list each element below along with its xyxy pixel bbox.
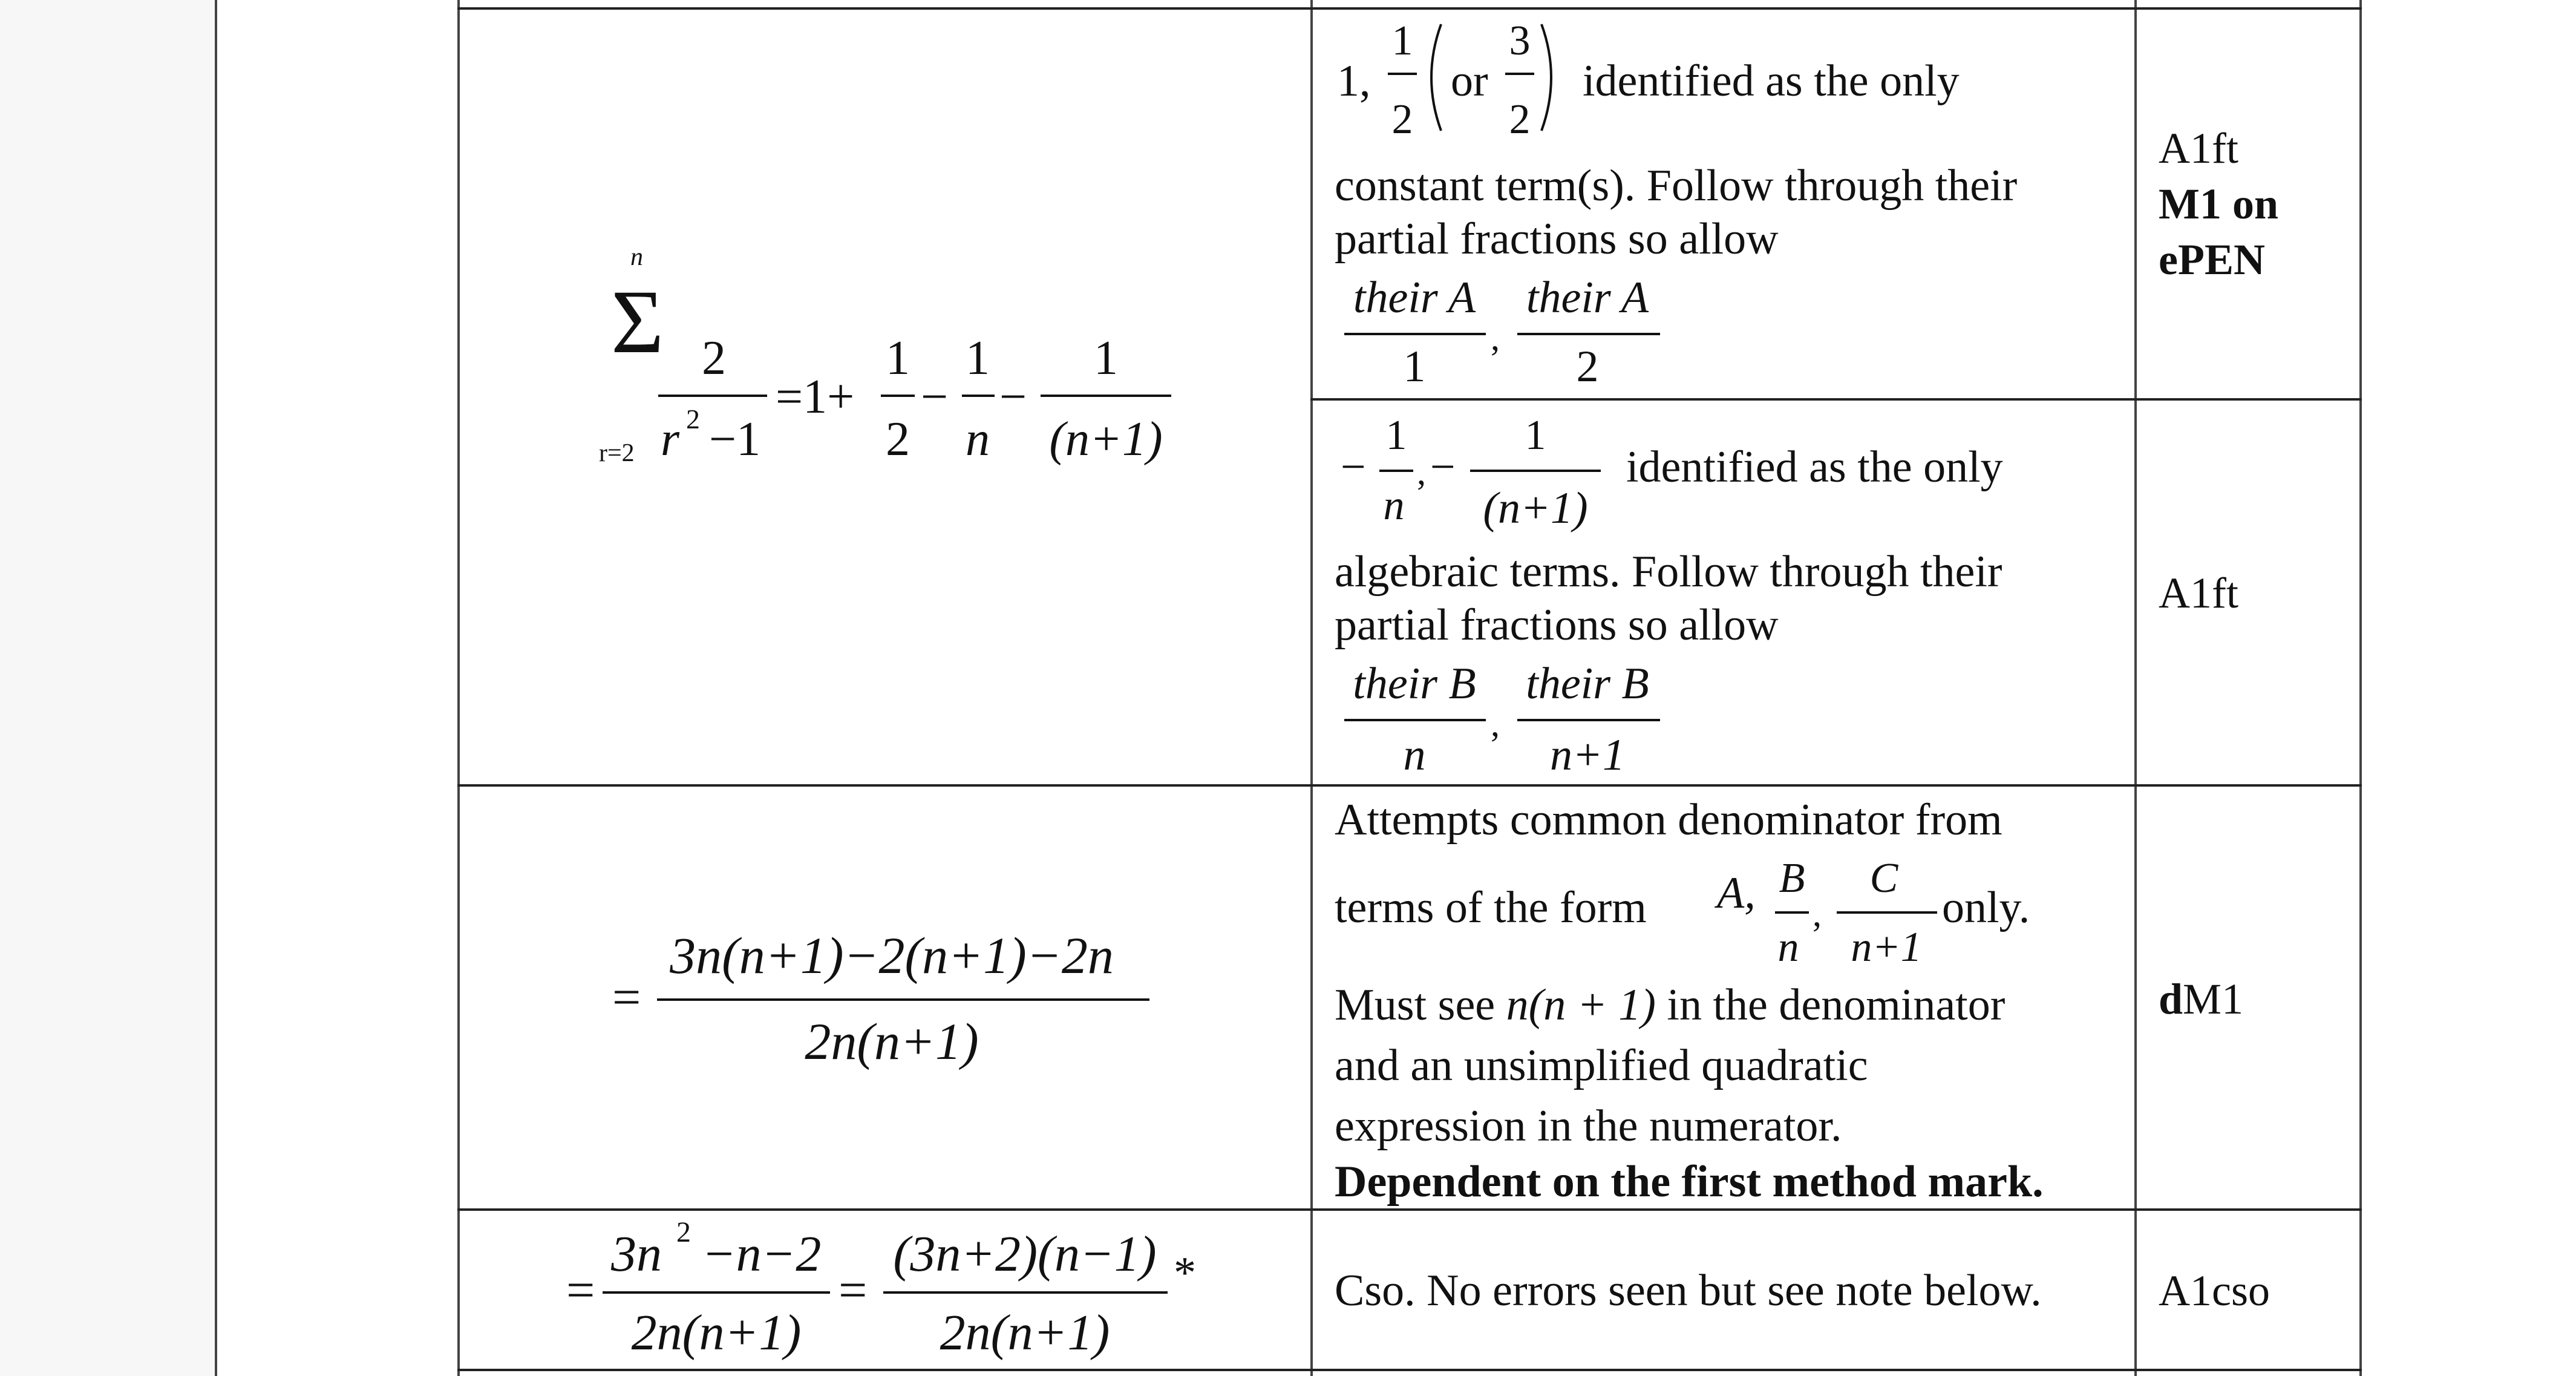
- algebraic-tail: identified as the only: [1626, 442, 2003, 492]
- row1a-mark-epen: ePEN: [2159, 235, 2265, 284]
- row1a-guidance-line2: partial fractions so allow: [1335, 214, 1779, 264]
- row2-working: [612, 926, 1149, 1070]
- half-den: 2: [1391, 96, 1413, 143]
- sum-denominator-tail: −1: [709, 413, 761, 466]
- row3-num1-main: 3n: [611, 1226, 662, 1282]
- their-a-den-2: 2: [1576, 342, 1599, 392]
- their-b-num-1: their B: [1353, 659, 1476, 709]
- row1a-guidance-line1: constant term(s). Follow through their: [1335, 161, 2018, 211]
- f2-den: (n+1): [1483, 483, 1588, 533]
- row2-numerator: 3n(n+1)−2(n+1)−2n: [670, 926, 1114, 984]
- row3-den1: 2n(n+1): [631, 1305, 802, 1361]
- f-comma: ,: [1417, 452, 1426, 492]
- row3-guidance: Cso. No errors seen but see note below.: [1335, 1266, 2042, 1315]
- form-B-den: n: [1777, 924, 1799, 971]
- row3-num1-exp: 2: [676, 1216, 691, 1248]
- constant-tail: identified as the only: [1583, 56, 1960, 106]
- rhs-frac1-num: 1: [886, 332, 910, 385]
- row3-den2: 2n(n+1): [940, 1305, 1110, 1361]
- row2-guidance-line3: [1335, 978, 2005, 1032]
- left-paren: [1431, 24, 1441, 131]
- row2-guidance-line2-pre: terms of the form: [1335, 883, 1647, 932]
- row2-mark: [2159, 972, 2243, 1026]
- sum-denominator-base: r: [661, 413, 680, 466]
- their-b-den-2: n+1: [1550, 730, 1625, 780]
- row2-guidance-line6: Dependent on the first method mark.: [1335, 1157, 2044, 1207]
- their-b-num-2: their B: [1526, 659, 1649, 709]
- row2-mark-rest: M1: [2183, 975, 2244, 1023]
- neg-sign-2: −: [1430, 442, 1456, 492]
- row2-guidance-line5: expression in the numerator.: [1335, 1101, 1842, 1151]
- row2-guidance-line3-pre: Must see: [1335, 980, 1506, 1030]
- row2-guidance-line3-math: n(n + 1): [1506, 980, 1656, 1030]
- form-B-num: B: [1779, 855, 1805, 902]
- row2-equals: =: [612, 969, 641, 1026]
- rhs-minus-2: −: [999, 370, 1027, 424]
- rhs-frac2-den: n: [966, 413, 990, 466]
- row3-equals-2: =: [839, 1262, 868, 1319]
- rhs-frac1-den: 2: [886, 413, 910, 466]
- f2-num: 1: [1525, 412, 1546, 459]
- row3-equals-1: =: [566, 1262, 595, 1319]
- rhs-frac3-num: 1: [1094, 332, 1118, 385]
- row2-guidance-line4: and an unsimplified quadratic: [1335, 1041, 1868, 1090]
- row2-guidance-math: [1714, 855, 1937, 971]
- form-comma: ,: [1813, 894, 1822, 934]
- form-C-num: C: [1869, 855, 1898, 902]
- row1-working-sum: [599, 243, 1171, 467]
- row3-star: *: [1174, 1248, 1196, 1298]
- neg-sign-1: −: [1341, 442, 1366, 492]
- row2-guidance-line2-post: only.: [1942, 883, 2030, 932]
- row3-num1-tail: −n−2: [702, 1226, 822, 1282]
- row3-working: [566, 1216, 1196, 1361]
- f1-num: 1: [1385, 412, 1407, 459]
- row2-guidance-line1: Attempts common denominator from: [1335, 795, 2002, 845]
- row2-denominator: 2n(n+1): [805, 1012, 979, 1070]
- their-b-comma: ,: [1491, 704, 1500, 744]
- sum-denominator-exp: 2: [686, 404, 700, 434]
- their-b-den-1: n: [1403, 730, 1426, 780]
- their-a-den-1: 1: [1403, 342, 1426, 392]
- right-paren: [1541, 24, 1551, 131]
- row2-mark-dependent: d: [2159, 975, 2183, 1023]
- rhs-frac2-num: 1: [966, 332, 990, 385]
- rhs-frac3-den: (n+1): [1049, 413, 1163, 466]
- row1a-mark-m1-on: M1 on: [2159, 180, 2278, 228]
- rhs-lead: =1+: [776, 370, 855, 424]
- row2-guidance-line3-post: in the denominator: [1655, 980, 2006, 1030]
- or-word: or: [1451, 56, 1488, 106]
- their-a-comma: ,: [1491, 318, 1500, 358]
- row3-mark: A1cso: [2159, 1266, 2270, 1315]
- row3-num2: (3n+2)(n−1): [893, 1226, 1157, 1282]
- half-num: 1: [1391, 18, 1413, 64]
- alt-den: 2: [1509, 96, 1531, 143]
- their-a-num-2: their A: [1526, 273, 1649, 323]
- form-A: A,: [1717, 868, 1756, 918]
- sum-lower-limit: r=2: [599, 439, 635, 467]
- rhs-minus-1: −: [921, 370, 949, 424]
- constant-lead: 1,: [1337, 56, 1371, 106]
- form-C-den: n+1: [1851, 924, 1922, 971]
- row1b-guidance-line1: algebraic terms. Follow through their: [1335, 547, 2002, 597]
- sum-upper-limit: n: [630, 243, 643, 271]
- row1b-guidance-line2: partial fractions so allow: [1335, 600, 1779, 650]
- alt-num: 3: [1509, 18, 1531, 64]
- row1a-mark-a1ft: A1ft: [2159, 124, 2238, 172]
- their-a-num-1: their A: [1353, 273, 1476, 323]
- sigma-symbol: Σ: [611, 272, 664, 372]
- sum-numerator: 2: [702, 332, 726, 385]
- row1b-mark: A1ft: [2159, 569, 2238, 617]
- f1-den: n: [1383, 482, 1405, 529]
